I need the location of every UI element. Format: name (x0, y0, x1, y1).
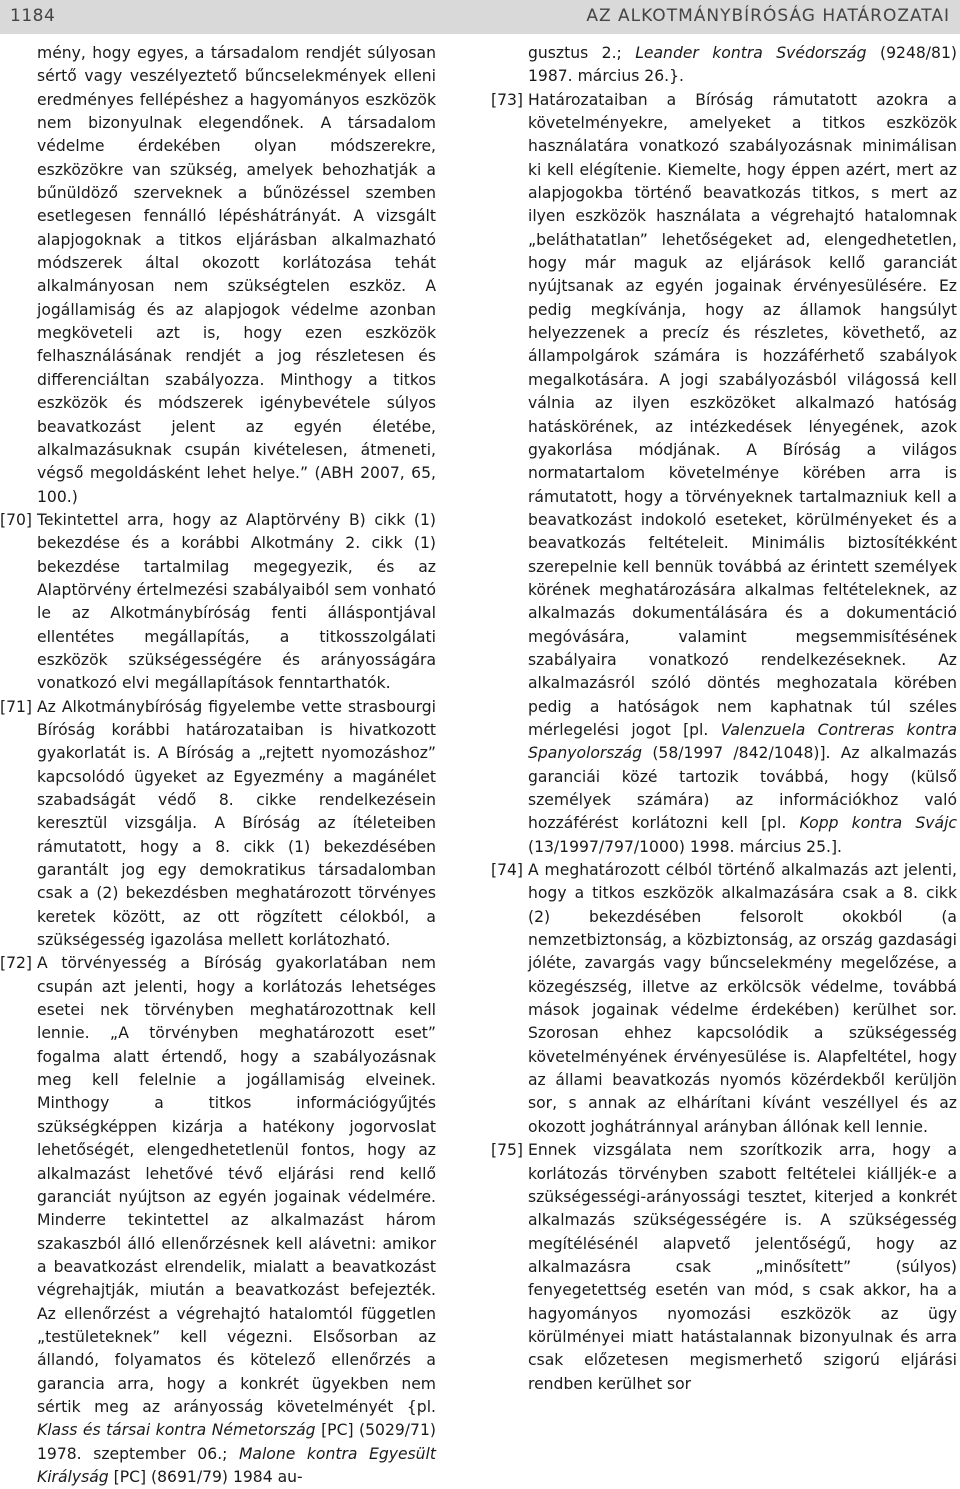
paragraph-75 (491, 1139, 957, 1396)
paragraph-text: A törvényesség a Bíróság gyakorlatában nem csupán azt jelenti, hogy a korlátozás lehetséges esetei nek törvényben meghatározottnak kell lennie. „A törvényben meghatározott eset” fogalma alatt értendő, hogy a szabályozásnak meg kell felelnie a jogállamiság elveinek. Minthogy a titkos információgyűjtés szükségképpen kizárja a hatékony jogorvoslat lehetőségét, elengedhetetlenül fontos, hogy az alkalmazást lehetővé tévő eljárási rend kellő garanciát nyújtson az egyén jogainak védelmére. Minderre tekintettel az alkalmazást három szakaszból álló ellenőrzésnek kell alávetni: amikor a beavatkozást elrendelik, mialatt a beavatkozást végrehajtják, miután a beavatkozást befejezték. Az ellenőrzést a végrehajtó hatalomtól független „testületeknek” kell végezni. Elsősorban az állandó, folyamatos és kötelező ellenőrzés a garancia arra, hogy a konkrét ügyekben nem sértik meg az arányosság követelményét {pl. (37, 954, 436, 1416)
continued-text: gusztus 2.; (528, 44, 622, 62)
case-name: Malone kontra Egyesült Királyság (37, 1444, 436, 1486)
paragraph-number: [71] (0, 697, 33, 716)
continued-paragraph (0, 42, 436, 509)
case-citation: [PC] (8691/79) 1984 au- (113, 1467, 303, 1486)
case-name: Klass és társai kontra Németország (37, 1421, 316, 1440)
left-column (0, 42, 436, 1489)
paragraph-text: A meghatározott célból történő alkalmazás azt jelenti, hogy a titkos eszközök alkalmazására csak a 8. cikk (2) bekezdésében felsorolt okokból (a nemzetbiztonság, a közbiztonság, az ország gazdasági jóléte, zavargás vagy bűncselekmény megelőzése, a közegészség, illetve az erkölcsök védelme, továbbá mások jogainak védelme érdekében) kerülhet sor. Szorosan ehhez kapcsolódik a szükségesség követelményének érvényesülése is. Alapfeltétel, hogy az állami beavatkozás nyomós közérdekből kerüljön sor, s annak az elhárítani kívánt veszéllyel és az okozott joghátránnyal arányban állónak kell lennie. (528, 861, 957, 1136)
case-name: Kopp kontra Svájc (799, 814, 957, 833)
continued-paragraph (491, 42, 957, 89)
case-citation: (9248/81) 1987. március 26.}. (528, 44, 957, 86)
paragraph-73 (491, 89, 957, 859)
case-citation: (13/1997/797/1000) 1998. március 25.]. (528, 837, 842, 856)
case-name: Valenzuela Contreras kontra Spanyolország (528, 720, 958, 763)
paragraph-number: [72] (0, 954, 33, 973)
paragraph-number: [73] (491, 90, 524, 109)
paragraph-text: Tekintettel arra, hogy az Alaptörvény B) cikk (1) bekezdése és a korábbi Alkotmány 2. cikk (1) bekezdése tartalmilag megegyezik, és az Alaptörvény értelmezési szabályaiból sem vonható le az Alkotmánybíróság fenti álláspontjával ellentétes megállapítás, a titkosszolgálati eszközök szükségességére és arányosságára vonatkozó elvi megállapítások fenntarthatók. (37, 510, 436, 693)
paragraph-72 (0, 952, 436, 1489)
continued-text: mény, hogy egyes, a társadalom rendjét súlyosan sértő vagy veszélyeztető bűncselekmények elleni eredményes fellépéshez a hagyományos eszközök nem bizonyulnak elegendőnek. A társadalom védelme érdekében olyan módszerekre, eszközökre van szükség, amelyek behozhatják a bűnüldöző szerveknek a bűnözéssel szemben esetlegesen fennálló lépéshátrányát. A vizsgált alapjogoknak a titkos eljárásban alkalmazható módszerek által okozott korlátozása tehát alkalmányosan nem szükségtelen eszköz. A jogállamiság és az alapjogok védelme azonban megköveteli azt is, hogy ezen eszközök felhasználásának rendjét a jog részletesen és differenciáltan szabályozza. Minthogy a titkos eszközök és módszerek igénybevétele súlyos beavatkozást jelent az egyén életébe, alkalmazásuknak csupán kivételesen, átmeneti, végső megoldásként lehet helye.” (ABH 2007, 65, 100.) (37, 44, 436, 506)
paragraph-number: [70] (0, 510, 33, 529)
paragraph-70 (0, 509, 436, 696)
right-column (491, 42, 957, 1396)
paragraph-text: Határozataiban a Bíróság rámutatott azokra a követelményekre, amelyeket a titkos eszközök használatára vonatkozó szabályozásnak minimálisan ki kell elégítenie. Kiemelte, hogy éppen azért, mert az alapjogokba történő beavatkozás titkos, s mert az ilyen eszközök használata a végrehajtó hatalomnak „beláthatatlan” lehetőségeket ad, elengedhetetlen, hogy már maguk az eljárások kellő garanciát nyújtsanak az egyén jogainak érvényesülésére. Ez pedig megkívánja, hogy az államok hangsúlyt helyezzenek a precíz és részletes, követhető, az állampolgárok számára is hozzáférhető szabályok megalkotására. A jogi szabályozásból világossá kell válnia az ilyen eszközöket alkalmazó hatóság hatáskörének, az intézkedések lényegének, azok gyakorlása módjának. A Bíróság a világos normatartalom követelménye körében arra is rámutatott, hogy a törvényeknek tartalmazniuk kell a beavatkozást indokoló eseteket, körülményeket és a beavatkozás feltételeit. Minimális biztosítékként szerepelnie kell bennük továbbá az érintett személyek körének meghatározására alkalmas feltételeknek, az alkalmazás dokumentálására és a dokumentáció megóvására, valamint megsemmisítésének szabályaira vonatkozó rendelkezéseknek. Az alkalmazásról szóló döntés meghozatala körében pedig a hatóságok nem kaphatnak túl széles mérlegelési jogot [pl. (528, 90, 957, 739)
page-header (0, 0, 960, 34)
paragraph-71 (0, 696, 436, 953)
paragraph-text: Az Alkotmánybíróság figyelembe vette strasbourgi Bíróság korábbi határozataiban is hivatkozott gyakorlatát is. A Bíróság a „rejtett nyomozáshoz” kapcsolódó ügyeket az Egyezmény a magánélet szabadságát védő 8. cikke rendelkezésein keresztül vizsgálja. A Bíróság az ítéleteiben rámutatott, hogy a 8. cikk (1) bekezdésében garantált jog egy demokratikus társadalomban csak a (2) bekezdésben meghatározott törvényes keretek között, az ott rögzített célokból, a szükségesség igazolása mellett korlátozható. (37, 697, 436, 950)
case-citation: (58/1997 /842/1048)]. Az alkalmazás garanciái közé tartozik továbbá, hogy (külső személyek számára) az információkhoz való hozzáférést korlátozni kell [pl. (528, 744, 957, 833)
page-number: 1184 (10, 6, 56, 26)
paragraph-text: Ennek vizsgálata nem szorítkozik arra, hogy a korlátozás törvényben szabott feltételei kiálljék-e a szükségességi-arányossági tesztet, kiterjed a konkrét alkalmazás szükségességére is. A szükségesség megítélésénél alapvető jelentőségű, hogy az alkalmazásra csak „minősített” (súlyos) fenyegetettség esetén van mód, s csak akkor, ha a hagyományos nyomozási eszközök az ügy körülményei miatt hatástalannak bizonyulnak és arra csak előzetesen megismerhető szigorú eljárási rendben kerülhet sor (528, 1141, 957, 1393)
case-citation: [PC] (5029/71) 1978. szeptember 06.; (37, 1421, 436, 1463)
paragraph-number: [74] (491, 861, 524, 880)
paragraph-74 (491, 859, 957, 1139)
running-title: AZ ALKOTMÁNYBÍRÓSÁG HATÁROZATAI (586, 6, 950, 26)
case-name: Leander kontra Svédország (635, 44, 867, 62)
paragraph-number: [75] (491, 1141, 524, 1160)
